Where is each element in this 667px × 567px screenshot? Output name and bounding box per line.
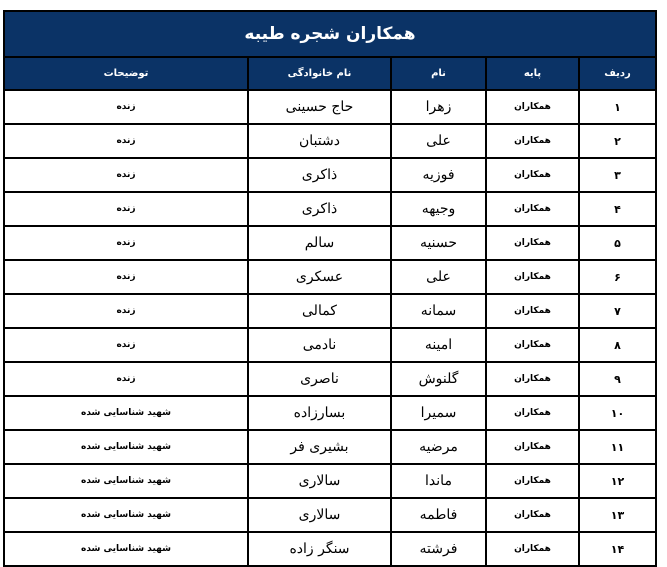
cell-notes: زنده — [4, 192, 248, 226]
column-header-first-name: نام — [391, 57, 486, 90]
cell-base: همکاران — [486, 158, 579, 192]
cell-base: همکاران — [486, 464, 579, 498]
title-row — [4, 11, 656, 57]
cell-notes: زنده — [4, 158, 248, 192]
table-row — [4, 90, 656, 124]
column-header-row-number: ردیف — [579, 57, 656, 90]
cell-row-number: ۱۱ — [579, 430, 656, 464]
cell-first-name: زهرا — [391, 90, 486, 124]
cell-last-name: نادمی — [248, 328, 391, 362]
column-header-last-name: نام خانوادگی — [248, 57, 391, 90]
cell-last-name: سالاری — [248, 498, 391, 532]
cell-first-name: فوزیه — [391, 158, 486, 192]
cell-base: همکاران — [486, 90, 579, 124]
cell-last-name: بشیری فر — [248, 430, 391, 464]
cell-last-name: ذاکری — [248, 158, 391, 192]
cell-first-name: وجیهه — [391, 192, 486, 226]
cell-notes: زنده — [4, 328, 248, 362]
cell-notes: شهید شناسایی شده — [4, 532, 248, 566]
cell-base: همکاران — [486, 328, 579, 362]
header-row — [4, 57, 656, 90]
cell-row-number: ۳ — [579, 158, 656, 192]
cell-base: همکاران — [486, 362, 579, 396]
cell-base: همکاران — [486, 396, 579, 430]
cell-first-name: حسنیه — [391, 226, 486, 260]
table-row — [4, 532, 656, 566]
table-row — [4, 498, 656, 532]
cell-last-name: کمالی — [248, 294, 391, 328]
cell-row-number: ۱۰ — [579, 396, 656, 430]
cell-row-number: ۶ — [579, 260, 656, 294]
cell-row-number: ۱۴ — [579, 532, 656, 566]
column-header-base: پایه — [486, 57, 579, 90]
table-row — [4, 430, 656, 464]
spreadsheet-table-container — [5, 10, 657, 567]
cell-last-name: ذاکری — [248, 192, 391, 226]
cell-row-number: ۱۲ — [579, 464, 656, 498]
cell-notes: زنده — [4, 294, 248, 328]
table-title: همکاران شجره طیبه — [4, 11, 656, 57]
cell-last-name: دشتبان — [248, 124, 391, 158]
cell-notes: شهید شناسایی شده — [4, 396, 248, 430]
cell-last-name: حاج حسینی — [248, 90, 391, 124]
cell-notes: زنده — [4, 90, 248, 124]
table-row — [4, 396, 656, 430]
cell-notes: زنده — [4, 124, 248, 158]
table-row — [4, 158, 656, 192]
cell-first-name: ماندا — [391, 464, 486, 498]
cell-base: همکاران — [486, 532, 579, 566]
cell-last-name: سالاری — [248, 464, 391, 498]
cell-base: همکاران — [486, 498, 579, 532]
cell-first-name: گلنوش — [391, 362, 486, 396]
cell-base: همکاران — [486, 260, 579, 294]
staff-table — [3, 10, 657, 567]
cell-notes: شهید شناسایی شده — [4, 464, 248, 498]
cell-first-name: فاطمه — [391, 498, 486, 532]
table-row — [4, 464, 656, 498]
table-row — [4, 226, 656, 260]
cell-row-number: ۴ — [579, 192, 656, 226]
cell-first-name: سمانه — [391, 294, 486, 328]
cell-first-name: سمیرا — [391, 396, 486, 430]
table-row — [4, 124, 656, 158]
cell-row-number: ۲ — [579, 124, 656, 158]
table-row — [4, 294, 656, 328]
cell-notes: زنده — [4, 260, 248, 294]
cell-base: همکاران — [486, 226, 579, 260]
cell-base: همکاران — [486, 124, 579, 158]
table-row — [4, 192, 656, 226]
cell-base: همکاران — [486, 430, 579, 464]
cell-first-name: علی — [391, 260, 486, 294]
table-row — [4, 260, 656, 294]
cell-first-name: امینه — [391, 328, 486, 362]
cell-row-number: ۱ — [579, 90, 656, 124]
column-header-notes: توضیحات — [4, 57, 248, 90]
cell-notes: زنده — [4, 226, 248, 260]
cell-base: همکاران — [486, 294, 579, 328]
cell-row-number: ۵ — [579, 226, 656, 260]
cell-last-name: ناصری — [248, 362, 391, 396]
cell-row-number: ۷ — [579, 294, 656, 328]
cell-last-name: سنگر زاده — [248, 532, 391, 566]
cell-row-number: ۱۳ — [579, 498, 656, 532]
cell-first-name: مرضیه — [391, 430, 486, 464]
cell-row-number: ۸ — [579, 328, 656, 362]
cell-notes: شهید شناسایی شده — [4, 430, 248, 464]
cell-last-name: عسکری — [248, 260, 391, 294]
cell-last-name: بسارزاده — [248, 396, 391, 430]
cell-base: همکاران — [486, 192, 579, 226]
cell-first-name: علی — [391, 124, 486, 158]
table-row — [4, 328, 656, 362]
cell-row-number: ۹ — [579, 362, 656, 396]
cell-notes: شهید شناسایی شده — [4, 498, 248, 532]
cell-notes: زنده — [4, 362, 248, 396]
table-row — [4, 362, 656, 396]
cell-last-name: سالم — [248, 226, 391, 260]
cell-first-name: فرشته — [391, 532, 486, 566]
